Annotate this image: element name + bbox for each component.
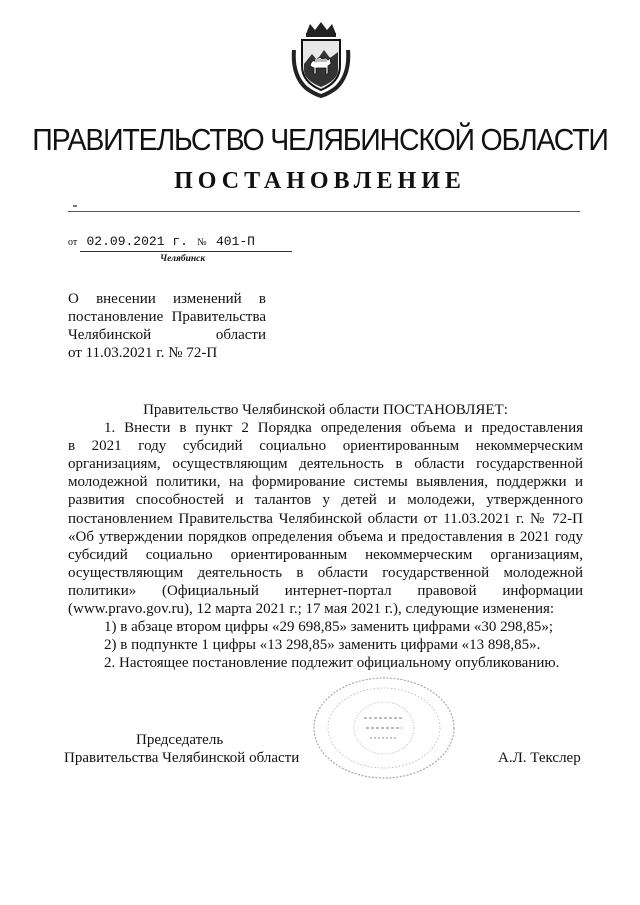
date-prefix: от <box>68 237 78 248</box>
scan-mark <box>73 205 77 207</box>
item-1-line: осуществляющим деятельность в области государственной молодежной <box>68 564 583 581</box>
subject-line: постановление Правительства <box>68 309 266 325</box>
item-1-line: политики» (Официальный интернет-портал правовой информации <box>68 582 583 599</box>
subject-line: от 11.03.2021 г. № 72-П <box>68 345 218 361</box>
document-subject <box>68 290 266 362</box>
signatory-name: А.Л. Текслер <box>498 750 581 766</box>
place-of-issue: Челябинск <box>160 254 206 264</box>
official-stamp <box>306 672 466 782</box>
signatory-organization: Правительства Челябинской области <box>64 750 300 766</box>
number-prefix: № <box>197 237 207 248</box>
item-1-line: молодежной политики, на формирование системы выявления, поддержки и <box>68 474 583 491</box>
item-1-line: постановлением Правительства Челябинской области от 11.03.2021 г. № 72-П <box>68 510 583 527</box>
item-1-line: развития способностей и талантов у детей и молодежи, утвержденного <box>68 492 583 509</box>
item-1-line: 1. Внести в пункт 2 Порядка определения объема и предоставления <box>104 420 583 437</box>
item-1-line: субсидий социально ориентированным некоммерческим организациям, <box>68 546 583 563</box>
sub-item-2: 2) в подпункте 1 цифры «13 298,85» заменить цифрами «13 898,85». <box>104 637 541 654</box>
subject-line: О внесении изменений в <box>68 291 266 307</box>
signatory-title: Председатель <box>136 732 224 748</box>
item-2: 2. Настоящее постановление подлежит официальному опубликованию. <box>104 655 560 672</box>
item-1-line: организациям, осуществляющим деятельность в области государственной <box>68 456 583 473</box>
header-divider <box>68 211 580 212</box>
date-number-line <box>68 233 261 249</box>
document-date: 02.09.2021 г. <box>86 234 188 249</box>
document-body <box>68 401 583 672</box>
sub-item-1: 1) в абзаце втором цифры «29 698,85» заменить цифрами «30 298,85»; <box>104 619 554 636</box>
item-1-line: «Об утверждении порядков определения объема и предоставления в 2021 году <box>68 528 583 545</box>
preamble: Правительство Челябинской области ПОСТАНОВЛЯЕТ: <box>143 402 508 418</box>
coat-of-arms-emblem <box>286 20 356 98</box>
item-1-line: в 2021 году субсидий социально ориентированным некоммерческим <box>68 438 583 455</box>
document-number: 401-П <box>215 234 255 249</box>
subject-line: Челябинской области <box>68 327 266 343</box>
government-title: ПРАВИТЕЛЬСТВО ЧЕЛЯБИНСКОЙ ОБЛАСТИ <box>32 122 608 157</box>
date-underline <box>80 251 292 252</box>
item-1-line: (www.pravo.gov.ru), 12 марта 2021 г.; 17 мая 2021 г.), следующие изменения: <box>68 601 555 618</box>
document-type: ПОСТАНОВЛЕНИЕ <box>174 168 466 194</box>
